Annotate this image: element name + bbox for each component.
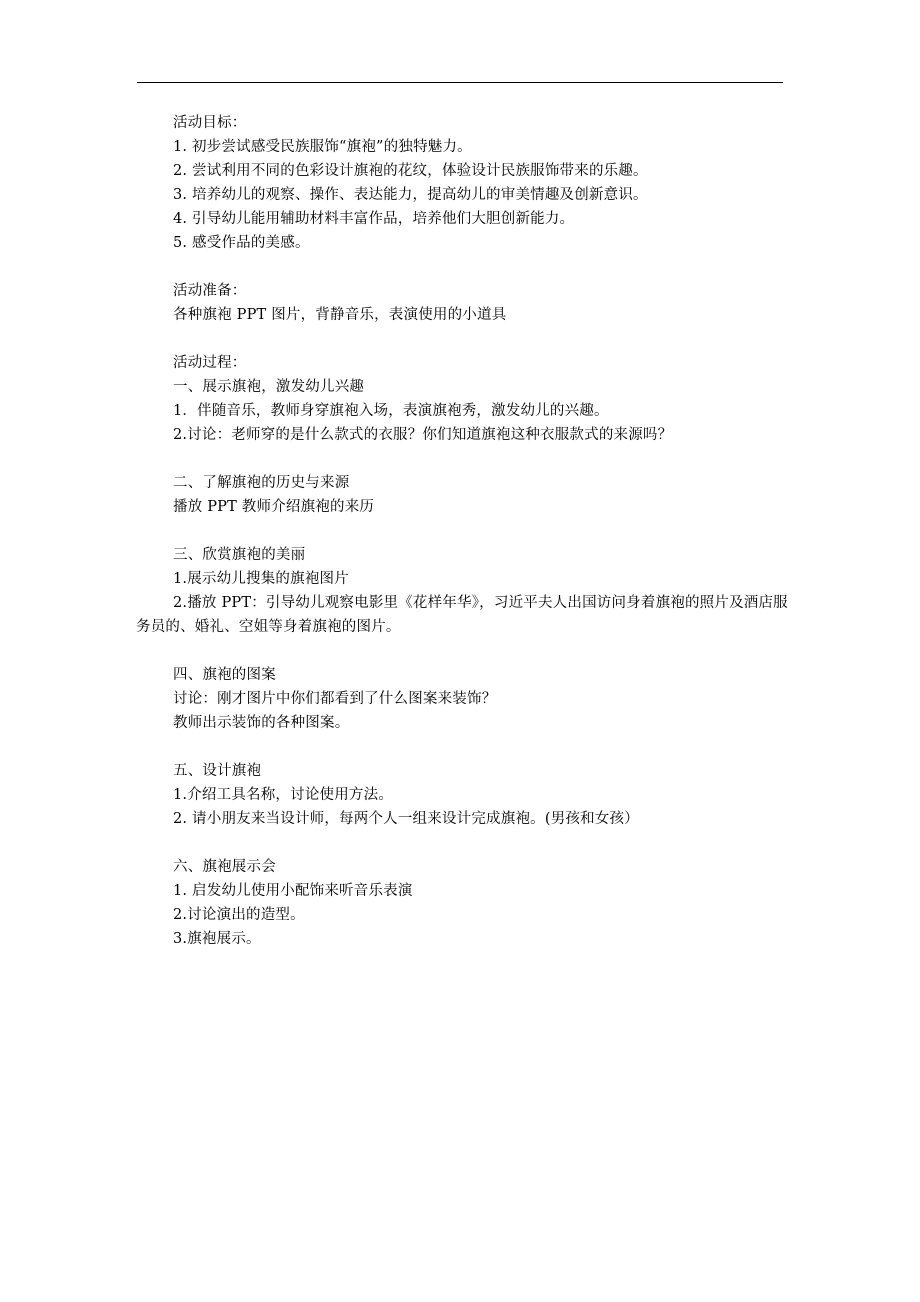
goal-item: 2. 尝试利用不同的色彩设计旗袍的花纹，体验设计民族服饰带来的乐趣。 [173, 163, 648, 179]
section-title: 二、了解旗袍的历史与来源 [173, 475, 350, 491]
prep-heading: 活动准备： [173, 283, 247, 299]
section-item: 3.旗袍展示。 [173, 931, 261, 947]
process-heading: 活动过程： [173, 355, 247, 371]
section-title: 一、展示旗袍，激发幼儿兴趣 [173, 379, 365, 395]
goal-item: 3. 培养幼儿的观察、操作、表达能力，提高幼儿的审美情趣及创新意识。 [173, 187, 648, 203]
header-rule [137, 82, 783, 83]
goal-item: 1. 初步尝试感受民族服饰“旗袍”的独特魅力。 [173, 139, 472, 155]
section-item: 1.展示幼儿搜集的旗袍图片 [173, 571, 349, 587]
section-item: 2.讨论：老师穿的是什么款式的衣服？你们知道旗袍这种衣服款式的来源吗？ [173, 427, 673, 443]
section-title: 六、旗袍展示会 [173, 859, 276, 875]
section-title: 三、欣赏旗袍的美丽 [173, 547, 306, 563]
document-body [136, 111, 793, 951]
prep-text: 各种旗袍 PPT 图片，背静音乐，表演使用的小道具 [173, 307, 507, 323]
section-title: 五、设计旗袍 [173, 763, 262, 779]
goal-item: 4. 引导幼儿能用辅助材料丰富作品，培养他们大胆创新能力。 [173, 211, 575, 227]
goal-item: 5. 感受作品的美感。 [173, 235, 310, 251]
section-item: 教师出示装饰的各种图案。 [173, 715, 350, 731]
section-item: 1.介绍工具名称，讨论使用方法。 [173, 787, 394, 803]
section-item: 2. 请小朋友来当设计师，每两个人一组来设计完成旗袍。(男孩和女孩） [173, 811, 639, 827]
section-item: 2.播放 PPT：引导幼儿观察电影里《花样年华》，习近平夫人出国访问身着旗袍的照片及酒店服务员的、婚礼、空姐等身着旗袍的图片。 [136, 595, 788, 635]
section-title: 四、旗袍的图案 [173, 667, 276, 683]
goals-heading: 活动目标： [173, 115, 247, 131]
section-item: 2.讨论演出的造型。 [173, 907, 305, 923]
section-item: 播放 PPT 教师介绍旗袍的来历 [173, 499, 375, 515]
section-item: 1. 启发幼儿使用小配饰来听音乐表演 [173, 883, 413, 899]
section-item: 讨论：刚才图片中你们都看到了什么图案来装饰？ [173, 691, 497, 707]
section-item: 1．伴随音乐，教师身穿旗袍入场，表演旗袍秀，激发幼儿的兴趣。 [173, 403, 609, 419]
